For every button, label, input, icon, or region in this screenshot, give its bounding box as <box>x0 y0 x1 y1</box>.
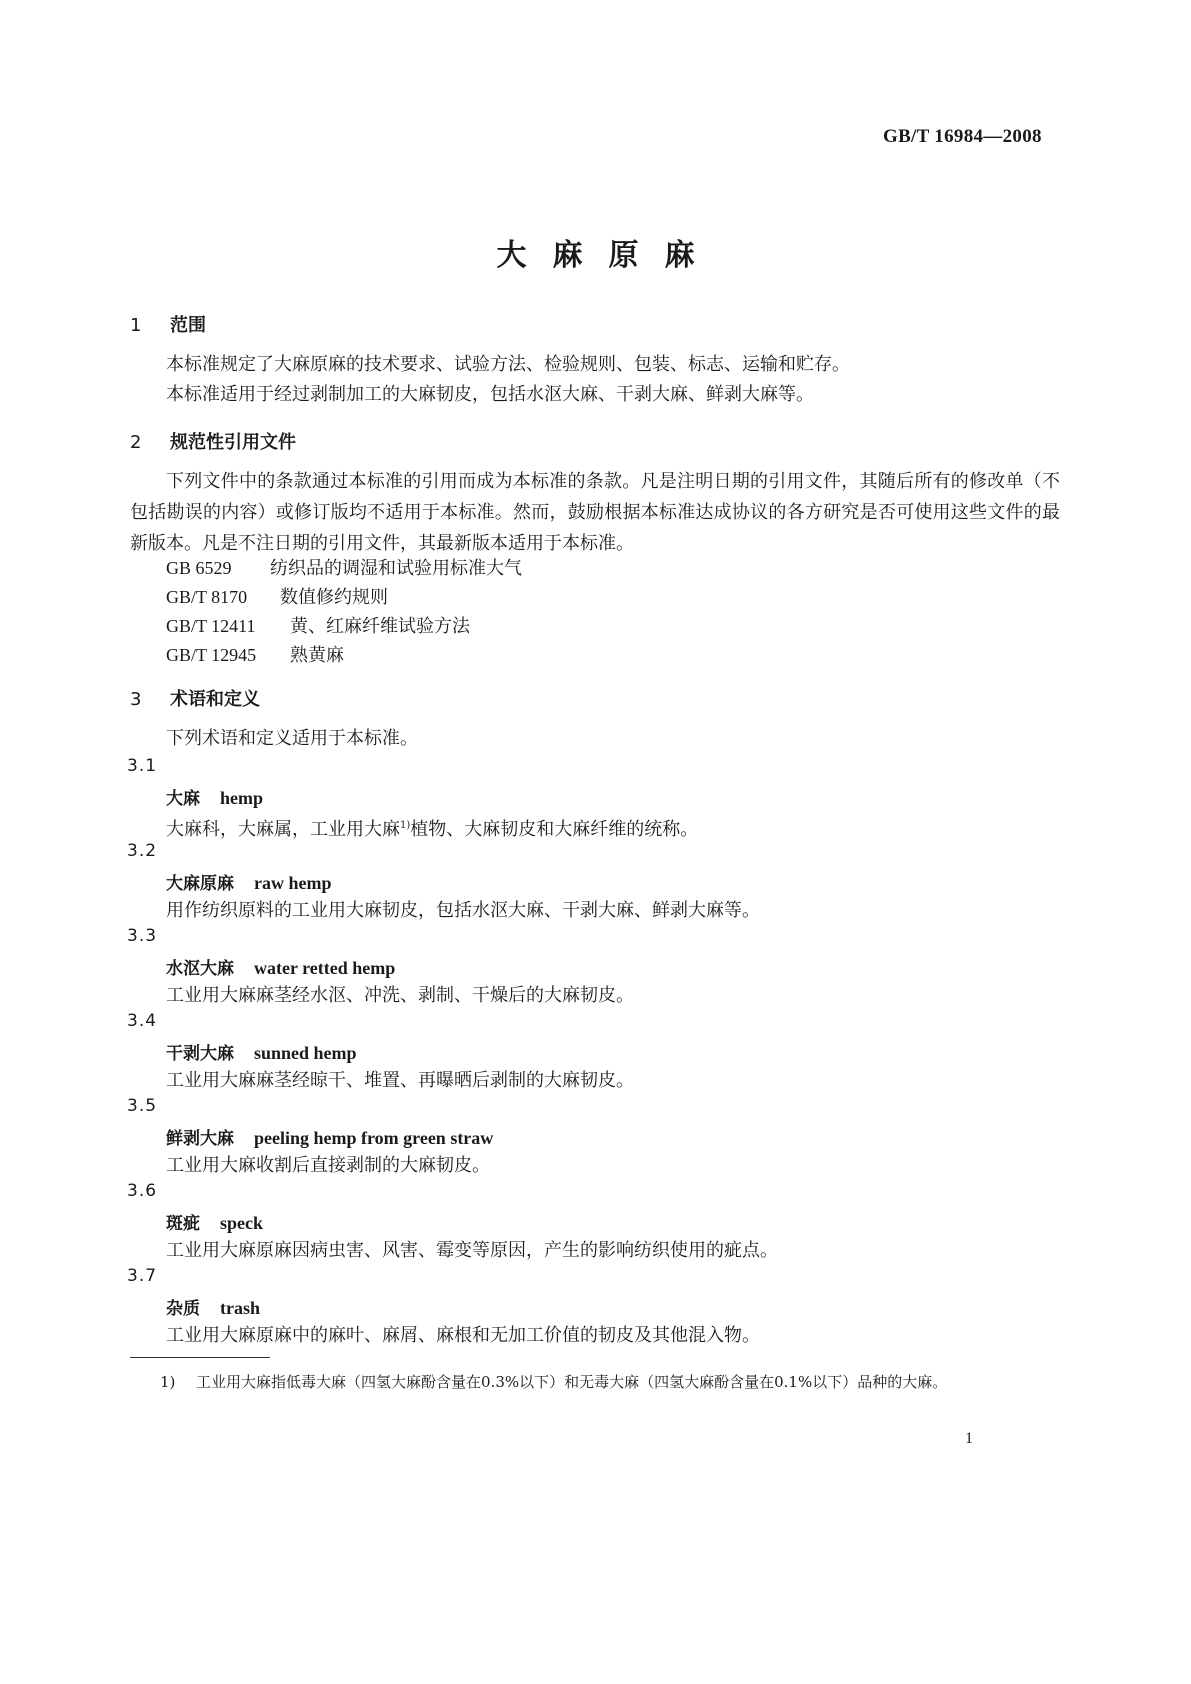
term-heading <box>166 784 263 809</box>
reference-name: 黄、红麻纤维试验方法 <box>290 616 470 637</box>
standard-number: GB/T 16984—2008 <box>883 126 1042 147</box>
term-definition: 工业用大麻收割后直接剥制的大麻韧皮。 <box>166 1155 490 1176</box>
definition-text: 大麻科，大麻属，工业用大麻 <box>166 819 400 840</box>
term-definition: 工业用大麻麻茎经晾干、堆置、再曝晒后剥制的大麻韧皮。 <box>166 1070 634 1091</box>
section-1-heading <box>130 311 206 337</box>
term-heading <box>166 1209 263 1234</box>
paragraph: 本标准适用于经过剥制加工的大麻韧皮，包括水沤大麻、干剥大麻、鲜剥大麻等。 <box>166 384 814 405</box>
section-2-heading <box>130 428 296 454</box>
clause-number: 3.6 <box>127 1181 158 1201</box>
clause-number: 3.1 <box>127 756 158 776</box>
term-en: speck <box>220 1213 264 1233</box>
clause-number: 3.7 <box>127 1266 158 1286</box>
reference-name: 数值修约规则 <box>280 587 388 608</box>
term-heading <box>166 1124 493 1149</box>
reference-code: GB/T 12945 <box>166 645 257 665</box>
clause-number: 3.4 <box>127 1011 158 1031</box>
page-number: 1 <box>965 1430 973 1447</box>
term-en: sunned hemp <box>254 1043 357 1063</box>
paragraph: 本标准规定了大麻原麻的技术要求、试验方法、检验规则、包装、标志、运输和贮存。 <box>166 354 850 375</box>
reference-code: GB/T 8170 <box>166 587 248 607</box>
term-en: peeling hemp from green straw <box>254 1128 494 1148</box>
section-number: 3 <box>130 689 142 710</box>
term-zh: 大麻 <box>166 789 200 809</box>
clause-number: 3.3 <box>127 926 158 946</box>
term-zh: 干剥大麻 <box>166 1044 234 1064</box>
term-en: hemp <box>220 788 264 808</box>
term-en: trash <box>220 1298 260 1318</box>
paragraph: 下列文件中的条款通过本标准的引用而成为本标准的条款。凡是注明日期的引用文件，其随后所有的修改单（不包括勘误的内容）或修订版均不适用于本标准。然而，鼓励根据本标准达成协议的各方研究是否可使用这些文件的最新版本。凡是不注日期的引用文件，其最新版本适用于本标准。 <box>130 471 1060 554</box>
section-title: 范围 <box>170 315 206 336</box>
term-heading <box>166 869 332 894</box>
term-zh: 大麻原麻 <box>166 874 234 894</box>
term-zh: 鲜剥大麻 <box>166 1129 234 1149</box>
reference-code: GB/T 12411 <box>166 616 256 636</box>
term-definition <box>166 811 698 845</box>
reference-item <box>166 640 344 671</box>
reference-name: 熟黄麻 <box>290 645 344 666</box>
term-en: water retted hemp <box>254 958 396 978</box>
footnote-divider <box>130 1357 270 1358</box>
reference-name: 纺织品的调湿和试验用标准大气 <box>270 558 522 579</box>
term-zh: 杂质 <box>166 1299 200 1319</box>
term-heading <box>166 1039 357 1064</box>
footnote-text: 工业用大麻指低毒大麻（四氢大麻酚含量在0.3%以下）和无毒大麻（四氢大麻酚含量在0.1%以下）品种的大麻。 <box>196 1373 948 1391</box>
section-title: 规范性引用文件 <box>170 432 296 453</box>
reference-item <box>166 611 470 642</box>
term-heading <box>166 954 395 979</box>
footnote <box>160 1367 1060 1397</box>
reference-item <box>166 553 522 584</box>
section-3-heading <box>130 685 260 711</box>
page-title: 大麻原麻 <box>496 238 721 273</box>
reference-item <box>166 582 388 613</box>
term-heading <box>166 1294 260 1319</box>
clause-number: 3.2 <box>127 841 158 861</box>
term-definition: 工业用大麻麻茎经水沤、冲洗、剥制、干燥后的大麻韧皮。 <box>166 985 634 1006</box>
section-number: 2 <box>130 432 142 453</box>
term-definition: 用作纺织原料的工业用大麻韧皮，包括水沤大麻、干剥大麻、鲜剥大麻等。 <box>166 900 760 921</box>
definition-text: 植物、大麻韧皮和大麻纤维的统称。 <box>410 819 699 840</box>
paragraph: 下列术语和定义适用于本标准。 <box>166 728 418 749</box>
term-en: raw hemp <box>254 873 332 893</box>
term-definition: 工业用大麻原麻因病虫害、风害、霉变等原因，产生的影响纺织使用的疵点。 <box>166 1240 778 1261</box>
term-zh: 斑疵 <box>166 1214 200 1234</box>
footnote-ref: 1) <box>400 820 411 831</box>
footnote-mark: 1) <box>160 1373 176 1391</box>
section-number: 1 <box>130 315 142 336</box>
term-definition: 工业用大麻原麻中的麻叶、麻屑、麻根和无加工价值的韧皮及其他混入物。 <box>166 1325 760 1346</box>
clause-number: 3.5 <box>127 1096 158 1116</box>
reference-code: GB 6529 <box>166 558 232 578</box>
term-zh: 水沤大麻 <box>166 959 234 979</box>
section-title: 术语和定义 <box>170 689 260 710</box>
